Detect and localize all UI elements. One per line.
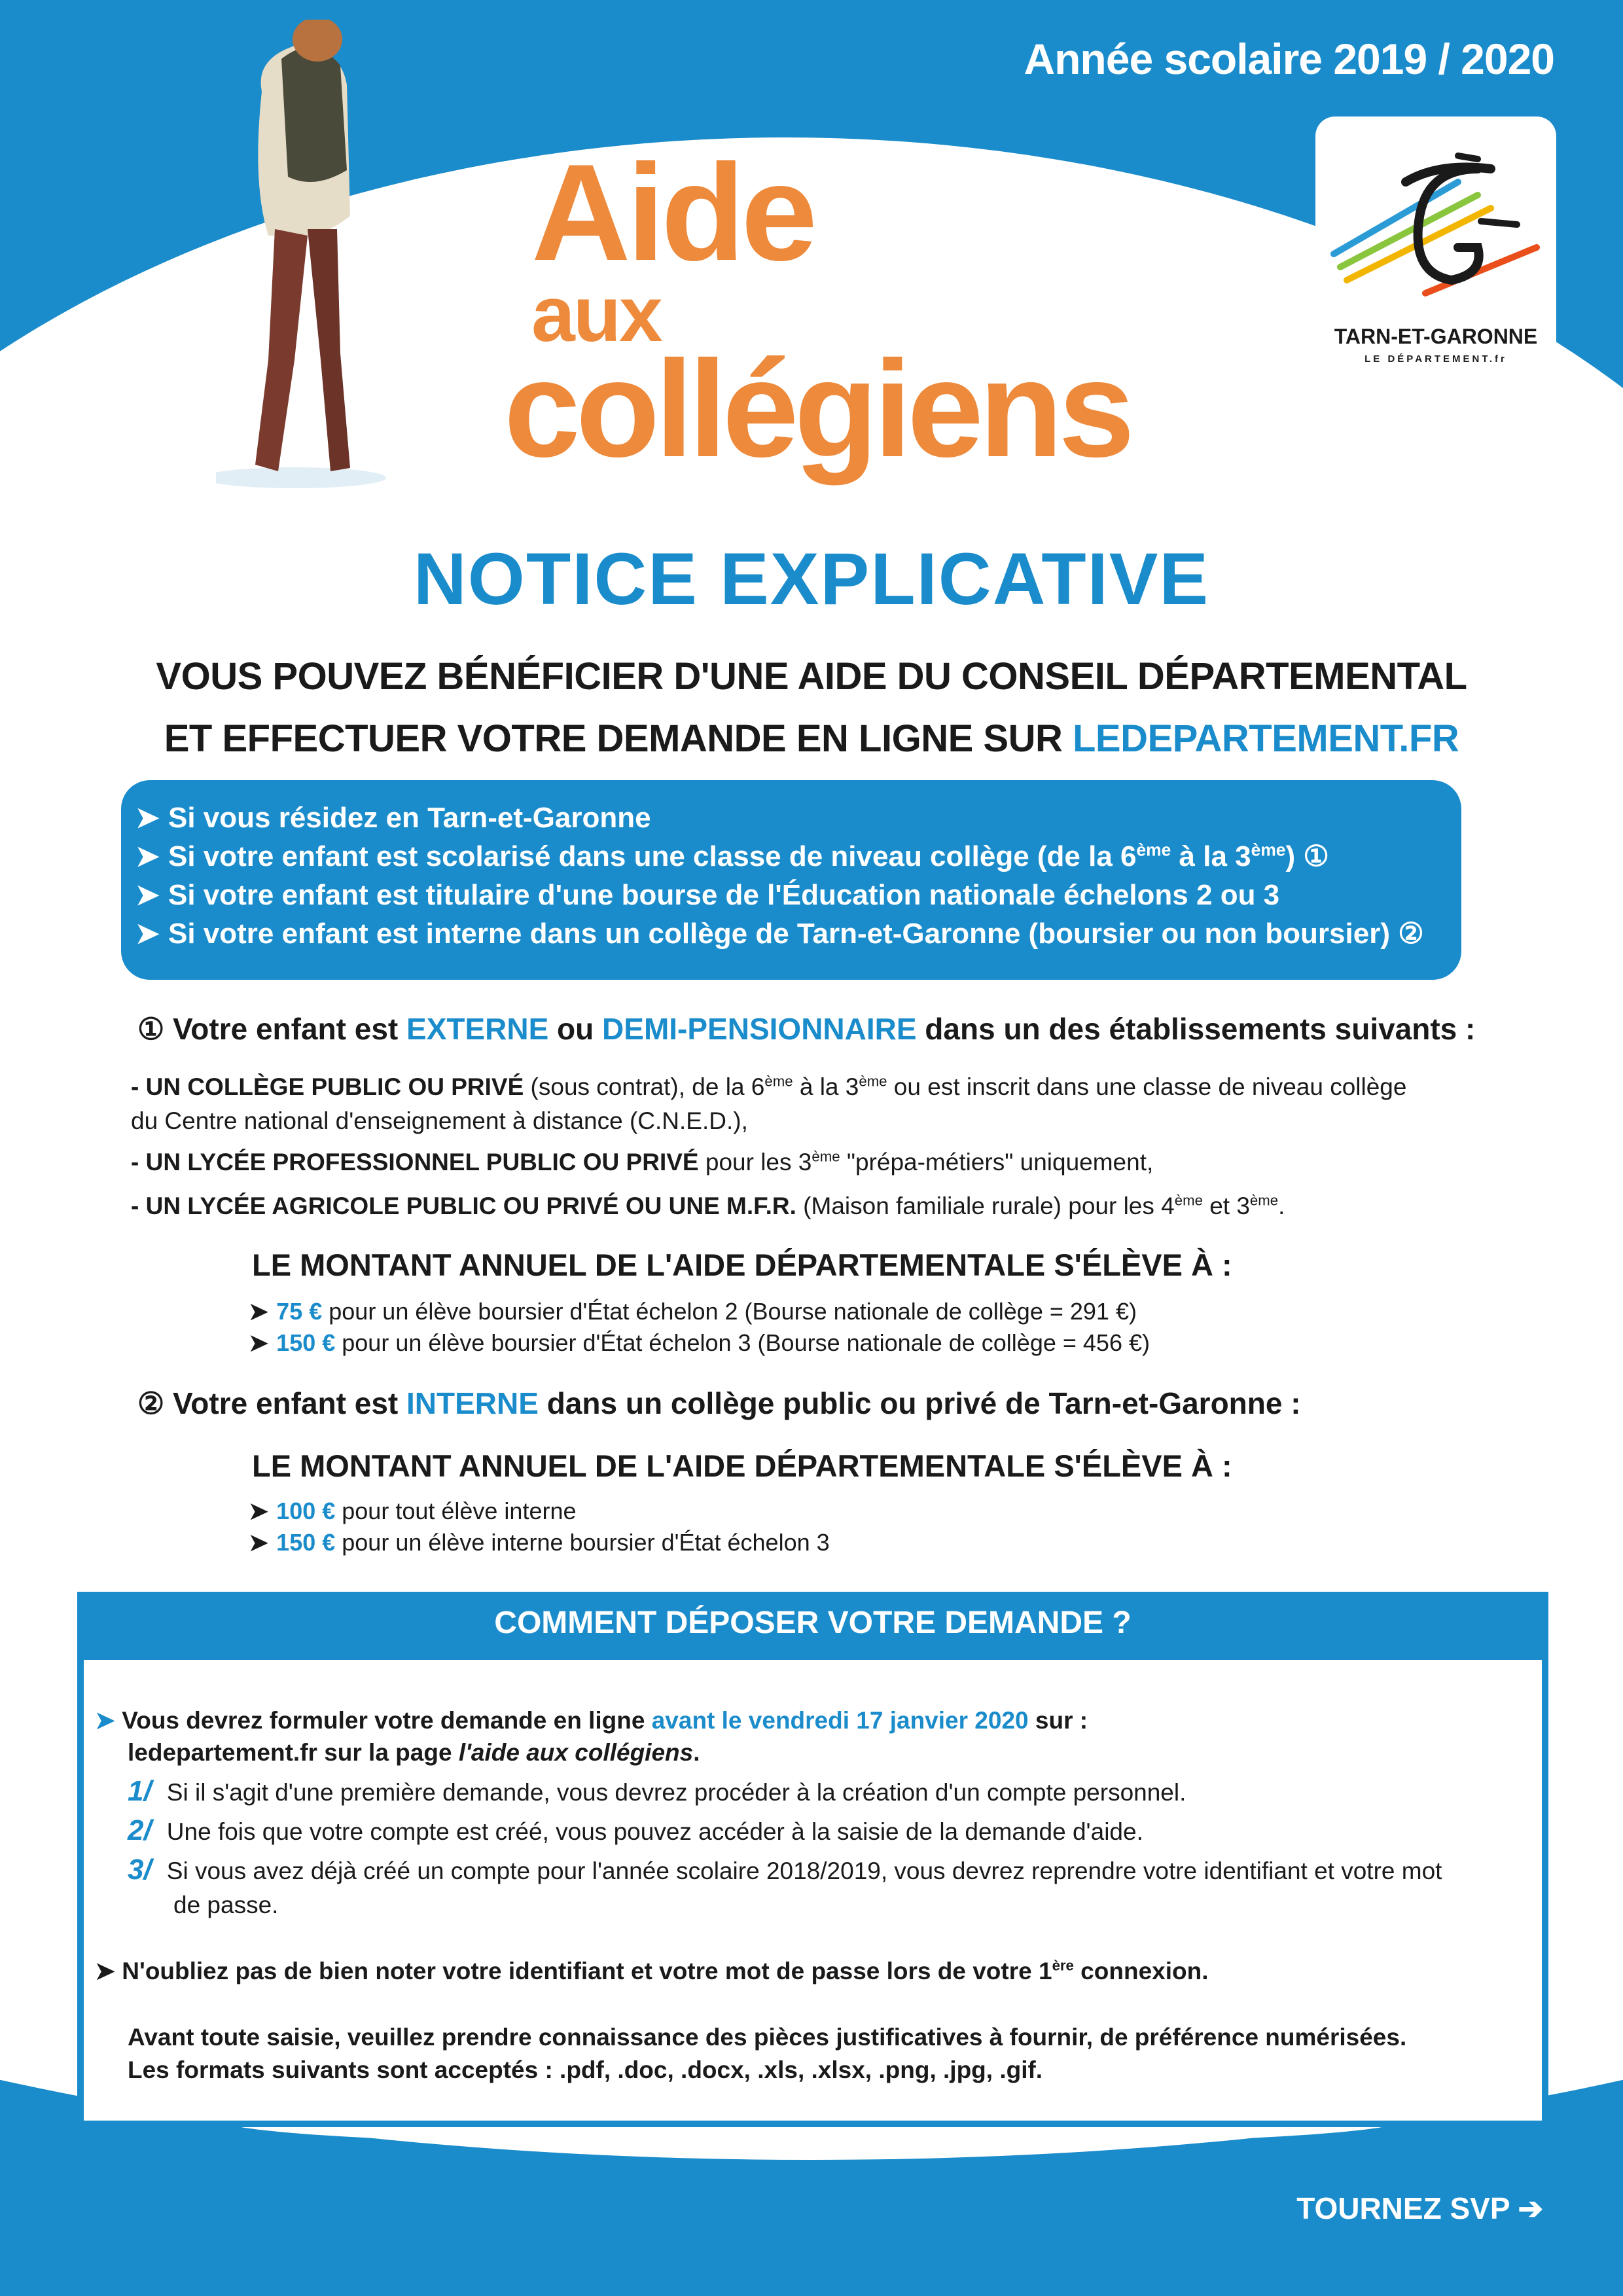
criteria-item: ➤ Si votre enfant est scolarisé dans une classe de niveau collège (de la 6ème à la 3ème) ① [135, 840, 1329, 872]
tarn-et-garonne-emblem [1327, 143, 1543, 313]
turn-page-indicator: TOURNEZ SVP ➔ [1296, 2191, 1543, 2225]
arrow-icon: ➤ [95, 1958, 116, 1984]
amount-item: ➤ 150 € pour un élève boursier d'État échelon 3 (Bourse nationale de collège = 456 €) [249, 1329, 1150, 1356]
arrow-icon: ➤ [135, 802, 160, 834]
notice-title: NOTICE EXPLICATIVE [413, 538, 1210, 620]
establishment-cned: du Centre national d'enseignement à distance (C.N.E.D.), [131, 1107, 748, 1134]
criteria-item: ➤ Si votre enfant est titulaire d'une bourse de l'Éducation nationale échelons 2 ou 3 [135, 879, 1280, 911]
school-year: Année scolaire 2019 / 2020 [1024, 35, 1554, 83]
arrow-icon: ➤ [249, 1329, 269, 1356]
department-logo [1315, 117, 1556, 385]
logo-name: TARN-ET-GARONNE [1334, 325, 1538, 348]
documents-notice-line2: Les formats suivants sont acceptés : .pdf, .doc, .docx, .xls, .xlsx, .png, .jpg, .gif. [128, 2056, 1043, 2083]
eligibility-criteria-box [121, 780, 1461, 980]
amount-item: ➤ 100 € pour tout élève interne [249, 1498, 577, 1524]
step-3: 3/ Si vous avez déjà créé un compte pour l'année scolaire 2018/2019, vous devrez reprendre votre identifiant et votre mot [128, 1854, 1442, 1886]
establishment-lycee-agricole: - UN LYCÉE AGRICOLE PUBLIC OU PRIVÉ OU UNE M.F.R. (Maison familiale rurale) pour les 4ème et 3ème. [131, 1192, 1285, 1219]
establishment-lycee-pro: - UN LYCÉE PROFESSIONNEL PUBLIC OU PRIVÉ pour les 3ème "prépa-métiers" uniquement, [131, 1148, 1154, 1175]
subtitle-line1: VOUS POUVEZ BÉNÉFICIER D'UNE AIDE DU CONSEIL DÉPARTEMENTAL [156, 655, 1467, 698]
subtitle-line2-text: ET EFFECTUER VOTRE DEMANDE EN LIGNE SUR [164, 717, 1073, 760]
how-intro-line2: ledepartement.fr sur la page l'aide aux collégiens. [128, 1739, 700, 1766]
title-aide: Aide [531, 135, 814, 289]
arrow-icon: ➤ [135, 840, 160, 872]
website-link[interactable]: LEDEPARTEMENT.FR [1072, 717, 1459, 760]
section1-amount-heading: LE MONTANT ANNUEL DE L'AIDE DÉPARTEMENTALE S'ÉLÈVE À : [252, 1247, 1232, 1282]
arrow-icon: ➤ [135, 879, 160, 911]
amount-item: ➤ 150 € pour un élève interne boursier d'État échelon 3 [249, 1529, 830, 1556]
title-aux: aux [531, 270, 661, 358]
subtitle-line2 [0, 717, 1623, 761]
logo-subtitle: LE DÉPARTEMENT.fr [1364, 353, 1507, 365]
documents-notice-line1: Avant toute saisie, veuillez prendre connaissance des pièces justificatives à fournir, de préférence numérisées. [128, 2024, 1407, 2051]
title-collegiens: collégiens [504, 332, 1131, 486]
section1-heading: ① Votre enfant est EXTERNE ou DEMI-PENSIONNAIRE dans un des établissements suivants : [137, 1012, 1476, 1046]
criteria-item: ➤ Si votre enfant est interne dans un collège de Tarn-et-Garonne (boursier ou non boursier) ② [135, 918, 1424, 950]
password-reminder: ➤ N'oubliez pas de bien noter votre identifiant et votre mot de passe lors de votre 1ère connexion. [95, 1957, 1209, 1984]
step-3-continued: de passe. [173, 1892, 279, 1918]
arrow-icon: ➤ [249, 1298, 269, 1325]
student-walking-illustration [216, 20, 425, 491]
amount-item: ➤ 75 € pour un élève boursier d'État échelon 2 (Bourse nationale de collège = 291 €) [249, 1298, 1137, 1325]
arrow-icon: ➤ [135, 918, 160, 950]
arrow-icon: ➤ [249, 1498, 269, 1524]
how-intro-line1: ➤ Vous devrez formuler votre demande en ligne avant le vendredi 17 janvier 2020 sur : [95, 1707, 1088, 1734]
step-2: 2/ Une fois que votre compte est créé, vous pouvez accéder à la saisie de la demande d'aide. [128, 1814, 1143, 1846]
section2-amount-heading: LE MONTANT ANNUEL DE L'AIDE DÉPARTEMENTALE S'ÉLÈVE À : [252, 1448, 1232, 1483]
arrow-icon: ➤ [95, 1707, 116, 1734]
criteria-item: ➤ Si vous résidez en Tarn-et-Garonne [135, 802, 651, 834]
how-to-apply-title: COMMENT DÉPOSER VOTRE DEMANDE ? [494, 1605, 1132, 1640]
section2-heading: ② Votre enfant est INTERNE dans un collège public ou privé de Tarn-et-Garonne : [137, 1386, 1301, 1420]
establishment-college: - UN COLLÈGE PUBLIC OU PRIVÉ (sous contrat), de la 6ème à la 3ème ou est inscrit dans une classe de niveau collège [131, 1073, 1407, 1100]
arrow-icon: ➤ [249, 1529, 269, 1556]
step-1: 1/ Si il s'agit d'une première demande, vous devrez procéder à la création d'un compte personnel. [128, 1775, 1186, 1807]
